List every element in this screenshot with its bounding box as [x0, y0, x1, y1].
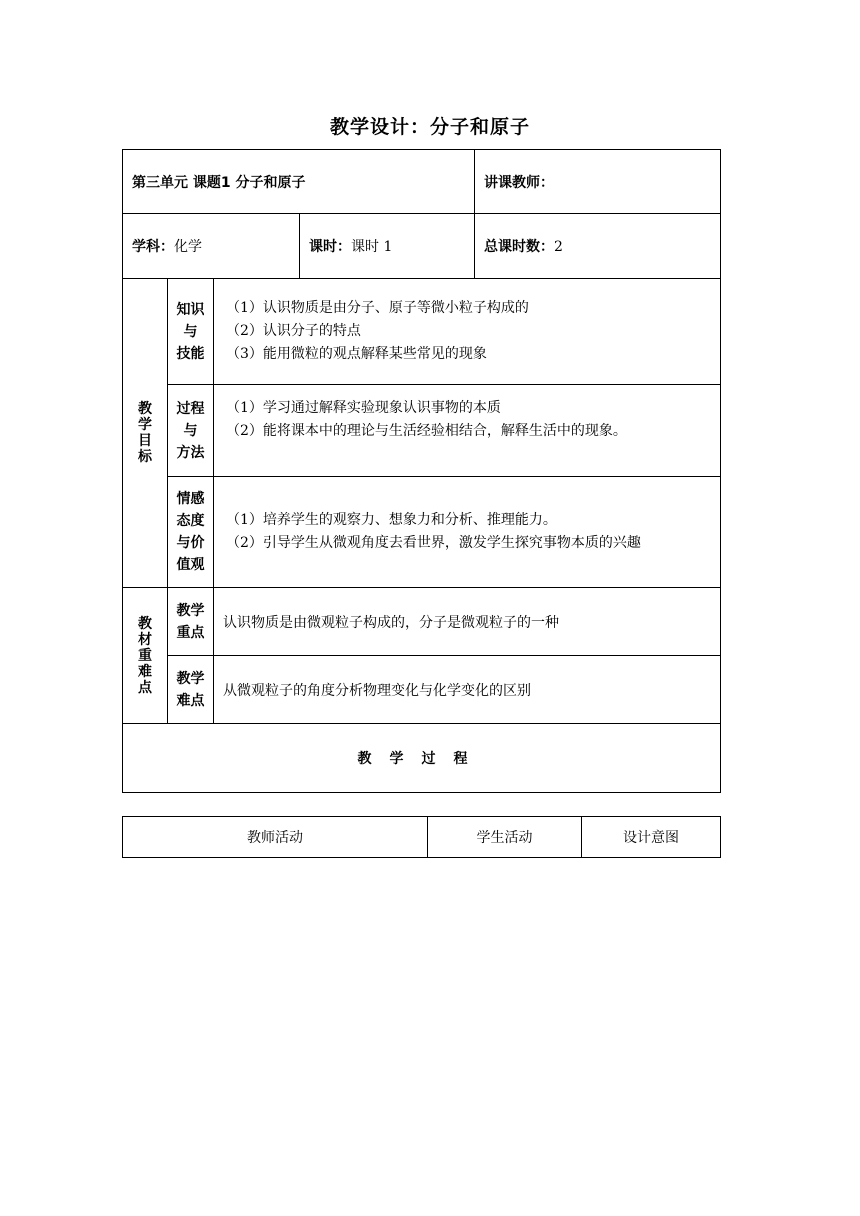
page-title: 教学设计：分子和原子: [329, 116, 530, 138]
emotion-items: [214, 477, 721, 588]
list-item: （1）培养学生的观察力、想象力和分析、推理能力。: [226, 512, 557, 528]
subject-value: 化学: [174, 239, 202, 255]
teacher-label: 讲课教师：: [484, 174, 554, 191]
total-period-cell: [475, 214, 721, 279]
process-heading: 教学过程: [123, 724, 721, 793]
lesson-plan-table: [122, 149, 721, 793]
info-row: [123, 214, 721, 279]
teacher-cell: [475, 150, 721, 214]
knowledge-label: 知识 与 技能: [168, 279, 214, 385]
difficulty-row: [123, 656, 721, 724]
student-activity-header: 学生活动: [428, 817, 582, 858]
period-cell: [300, 214, 475, 279]
focus-row: [123, 588, 721, 656]
process-heading-row: [123, 724, 721, 793]
unit-lesson-cell: [123, 150, 475, 214]
unit-lesson: 第三单元 课题1 分子和原子: [132, 174, 306, 191]
list-item: （2）引导学生从微观角度去看世界，激发学生探究事物本质的兴趣: [226, 535, 641, 551]
header-row: [123, 150, 721, 214]
design-intent-header: 设计意图: [582, 817, 721, 858]
process-label: 过程 与 方法: [168, 385, 214, 477]
key-points-label: [123, 588, 168, 724]
difficulty-text: 从微观粒子的角度分析物理变化与化学变化的区别: [214, 656, 721, 724]
list-item: （1）学习通过解释实验现象认识事物的本质: [226, 400, 501, 416]
period-label: 课时：: [309, 239, 351, 255]
objectives-label-text: 教 学 目 标: [138, 401, 152, 465]
process-row: [123, 385, 721, 477]
teacher-activity-header: 教师活动: [123, 817, 428, 858]
total-period-label: 总课时数：: [484, 239, 554, 255]
key-points-label-text: 教 材 重 难 点: [138, 615, 152, 696]
total-period-value: 2: [554, 239, 563, 255]
process-items: [214, 385, 721, 477]
period-value: 课时 1: [351, 239, 393, 255]
objectives-label: [123, 279, 168, 588]
difficulty-label: 教学 难点: [168, 656, 214, 724]
subject-label: 学科：: [132, 239, 174, 255]
focus-text: 认识物质是由微观粒子构成的，分子是微观粒子的一种: [214, 588, 721, 656]
activities-header-row: [123, 817, 721, 858]
knowledge-items: [214, 279, 721, 385]
activities-table: [122, 816, 721, 858]
list-item: （2）认识分子的特点: [226, 323, 361, 339]
subject-cell: [123, 214, 300, 279]
focus-label: 教学 重点: [168, 588, 214, 656]
list-item: （2）能将课本中的理论与生活经验相结合，解释生活中的现象。: [226, 423, 627, 439]
emotion-row: [123, 477, 721, 588]
list-item: （1）认识物质是由分子、原子等微小粒子构成的: [226, 300, 529, 316]
knowledge-row: [123, 279, 721, 385]
list-item: （3）能用微粒的观点解释某些常见的现象: [226, 346, 487, 362]
emotion-label: 情感 态度 与价 值观: [168, 477, 214, 588]
